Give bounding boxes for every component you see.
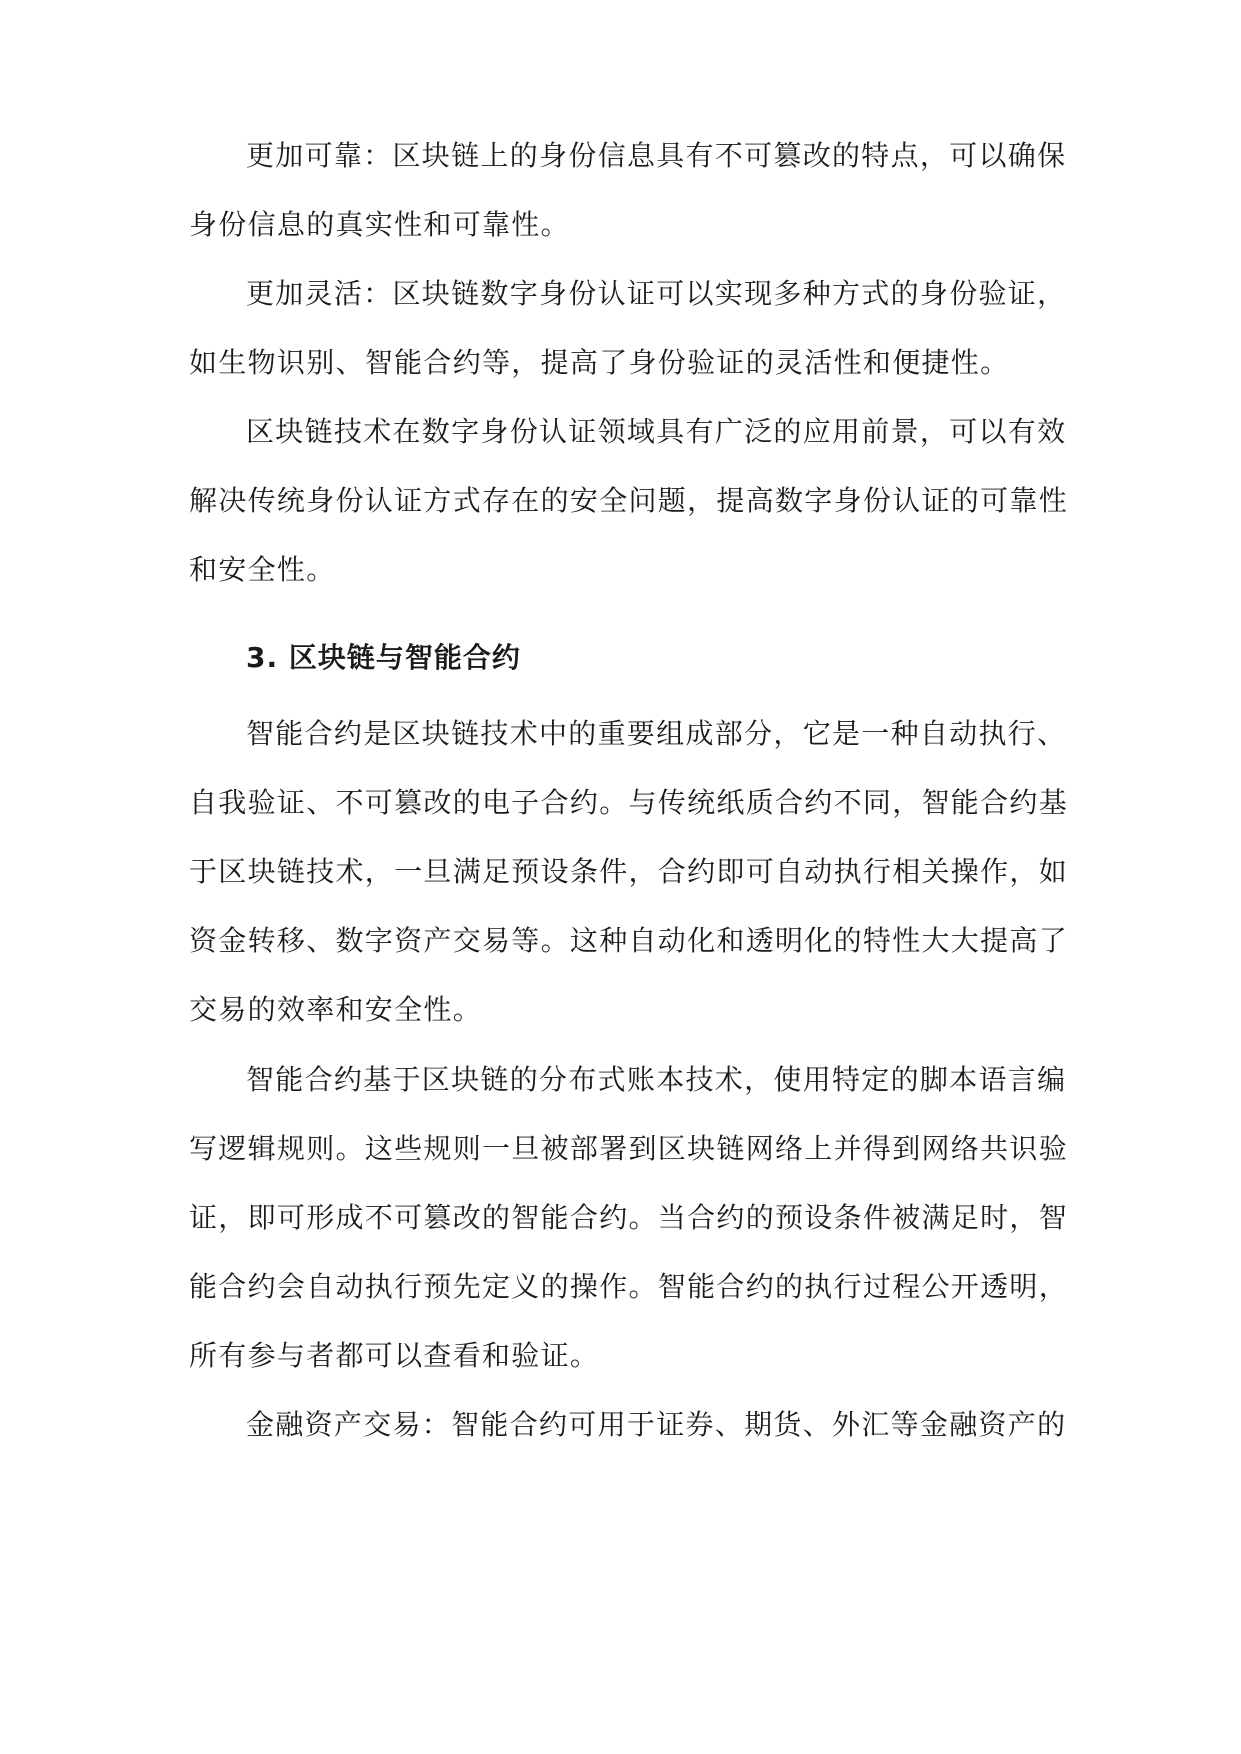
paragraph-line: 写逻辑规则。这些规则一旦被部署到区块链网络上并得到网络共识验 [189,1132,1069,1165]
section-heading: 3. 区块链与智能合约 [246,641,521,674]
paragraph-line: 区块链技术在数字身份认证领域具有广泛的应用前景，可以有效 [246,415,1067,448]
paragraph-line: 更加灵活：区块链数字身份认证可以实现多种方式的身份验证， [246,277,1067,310]
paragraph-line: 如生物识别、智能合约等，提高了身份验证的灵活性和便捷性。 [189,346,1010,379]
paragraph-line: 资金转移、数字资产交易等。这种自动化和透明化的特性大大提高了 [189,924,1069,957]
paragraph-line: 智能合约是区块链技术中的重要组成部分，它是一种自动执行、 [246,717,1067,750]
paragraph-line: 解决传统身份认证方式存在的安全问题，提高数字身份认证的可靠性 [189,484,1069,517]
paragraph-line: 智能合约基于区块链的分布式账本技术，使用特定的脚本语言编 [246,1063,1067,1096]
paragraph-line: 身份信息的真实性和可靠性。 [189,208,570,241]
paragraph-line: 更加可靠：区块链上的身份信息具有不可篡改的特点，可以确保 [246,139,1067,172]
paragraph-line: 能合约会自动执行预先定义的操作。智能合约的执行过程公开透明， [189,1270,1069,1303]
paragraph-line: 自我验证、不可篡改的电子合约。与传统纸质合约不同，智能合约基 [189,786,1069,819]
paragraph-line: 证，即可形成不可篡改的智能合约。当合约的预设条件被满足时，智 [189,1201,1069,1234]
paragraph-line: 金融资产交易：智能合约可用于证券、期货、外汇等金融资产的 [246,1408,1067,1441]
paragraph-line: 交易的效率和安全性。 [189,993,483,1026]
paragraph-line: 于区块链技术，一旦满足预设条件，合约即可自动执行相关操作，如 [189,855,1069,888]
paragraph-line: 所有参与者都可以查看和验证。 [189,1339,600,1372]
paragraph-line: 和安全性。 [189,553,336,586]
